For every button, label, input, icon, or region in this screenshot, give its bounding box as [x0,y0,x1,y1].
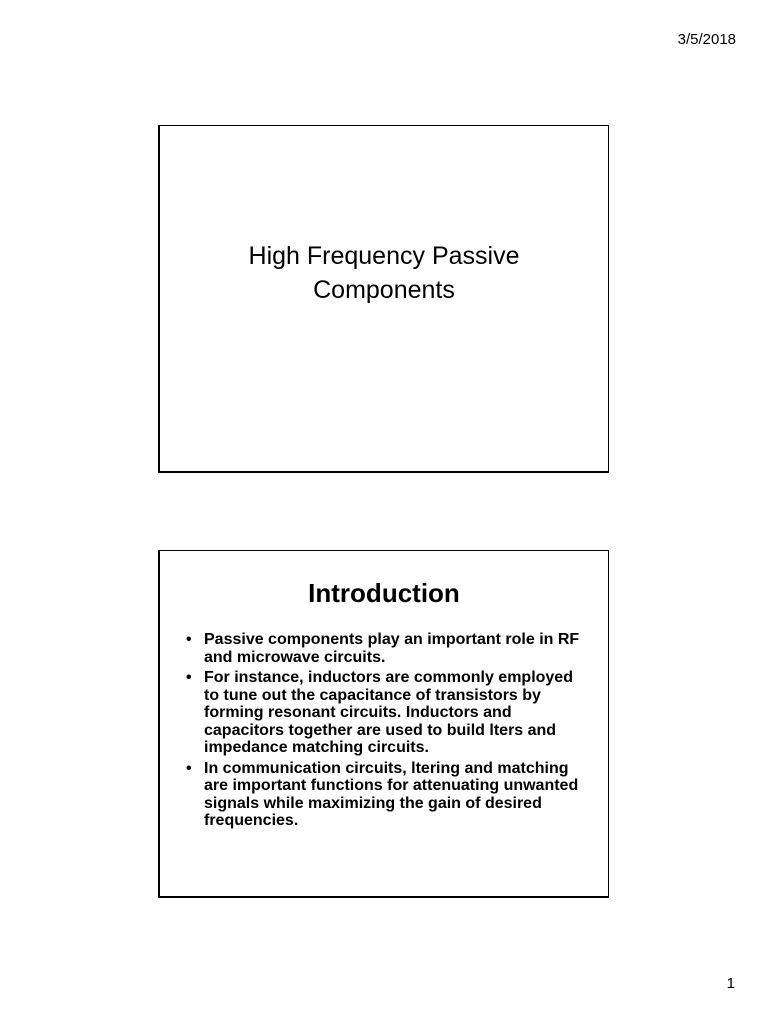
slide-heading: Introduction [308,578,460,608]
page-number: 1 [726,975,735,992]
slide-introduction-frame [158,550,609,898]
bullet-text: Passive components play an important role in RF and microwave circuits. [204,631,580,666]
bullet-text: In communication circuits, ltering and matching are important functions for attenuating unwanted signals while maximizing the gain of desired frequencies. [204,759,579,829]
bullet-icon: • [186,759,192,777]
bullet-item [184,760,588,830]
bullet-item [184,631,588,666]
bullet-icon: • [186,669,192,686]
bullet-text: For instance, inductors are commonly employed to tune out the capacitance of transistors by forming resonant circuits. Inductors and capacitors together are used to build lters and impedance matching circuits. [204,669,573,756]
slide-title: High Frequency Passive Components [248,242,520,304]
slide-title-frame [158,125,609,473]
page-date: 3/5/2018 [677,31,736,48]
bullet-item [184,669,588,757]
bullet-list [184,631,588,833]
bullet-icon: • [186,631,192,648]
